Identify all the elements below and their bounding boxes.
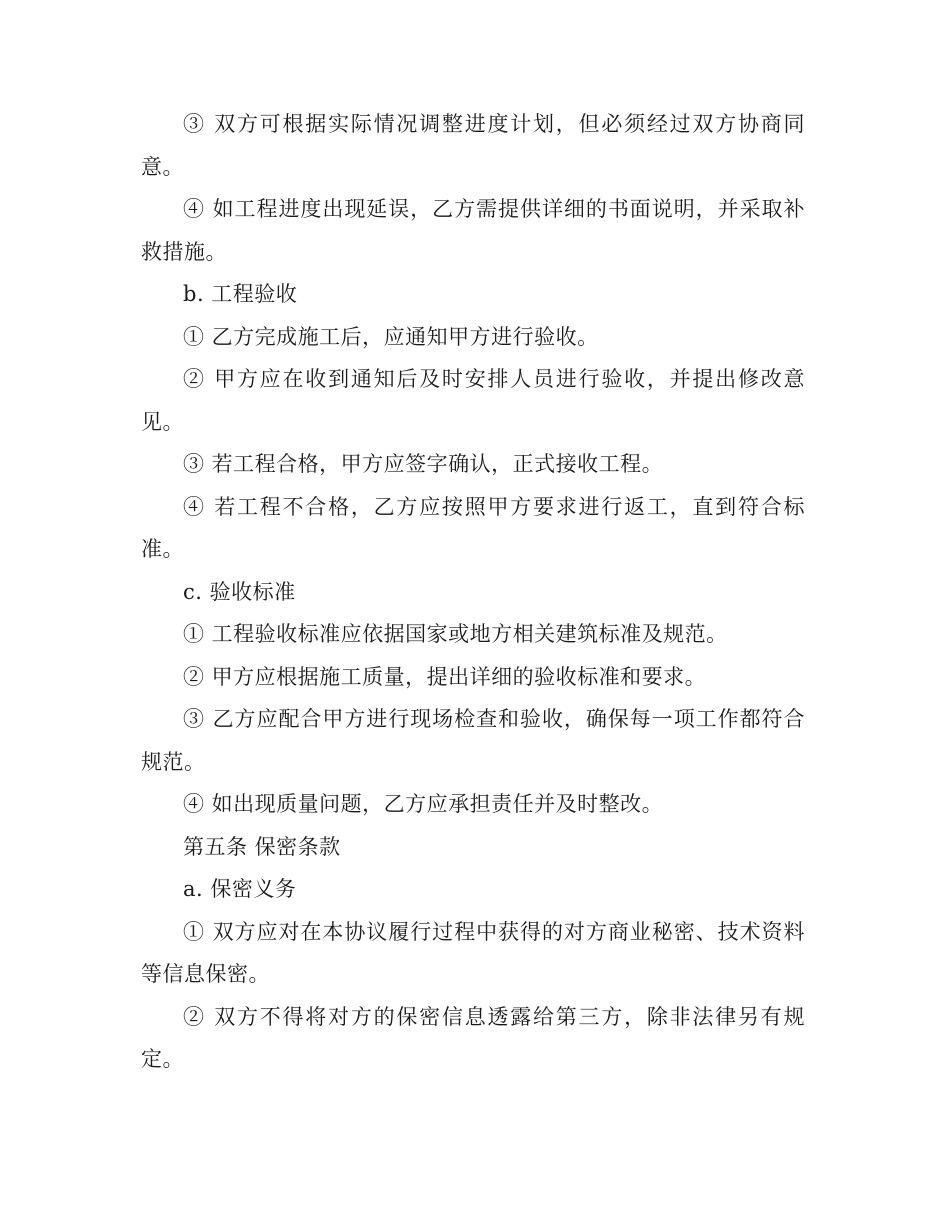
- paragraph-acceptance-unqualified: ④ 若工程不合格，乙方应按照甲方要求进行返工，直到符合标准。: [141, 494, 805, 561]
- paragraph-progress-delay: ④ 如工程进度出现延误，乙方需提供详细的书面说明，并采取补救措施。: [141, 197, 805, 264]
- paragraph-confidentiality-keep: ① 双方应对在本协议履行过程中获得的对方商业秘密、技术资料等信息保密。: [141, 919, 805, 986]
- section-heading-acceptance: b. 工程验收: [183, 282, 298, 306]
- paragraph-standards-quality: ② 甲方应根据施工质量，提出详细的验收标准和要求。: [183, 664, 707, 689]
- document-body: [141, 103, 805, 1081]
- paragraph-acceptance-arrange: ② 甲方应在收到通知后及时安排人员进行验收，并提出修改意见。: [141, 367, 805, 434]
- paragraph-confidentiality-disclose: ② 双方不得将对方的保密信息透露给第三方，除非法律另有规定。: [141, 1004, 805, 1071]
- section-heading-standards: c. 验收标准: [183, 579, 296, 604]
- paragraph-standards-rectify: ④ 如出现质量问题，乙方应承担责任并及时整改。: [183, 792, 664, 816]
- section-heading-confidentiality-duty: a. 保密义务: [183, 877, 297, 901]
- paragraph-standards-cooperate: ③ 乙方应配合甲方进行现场检查和验收，确保每一项工作都符合规范。: [141, 707, 805, 774]
- paragraph-progress-adjustment: ③ 双方可根据实际情况调整进度计划，但必须经过双方协商同意。: [141, 112, 805, 179]
- paragraph-standards-basis: ① 工程验收标准应依据国家或地方相关建筑标准及规范。: [183, 622, 728, 646]
- paragraph-acceptance-qualified: ③ 若工程合格，甲方应签字确认，正式接收工程。: [183, 452, 664, 476]
- paragraph-acceptance-notify: ① 乙方完成施工后，应通知甲方进行验收。: [183, 324, 599, 349]
- article-heading-confidentiality: 第五条 保密条款: [183, 834, 341, 859]
